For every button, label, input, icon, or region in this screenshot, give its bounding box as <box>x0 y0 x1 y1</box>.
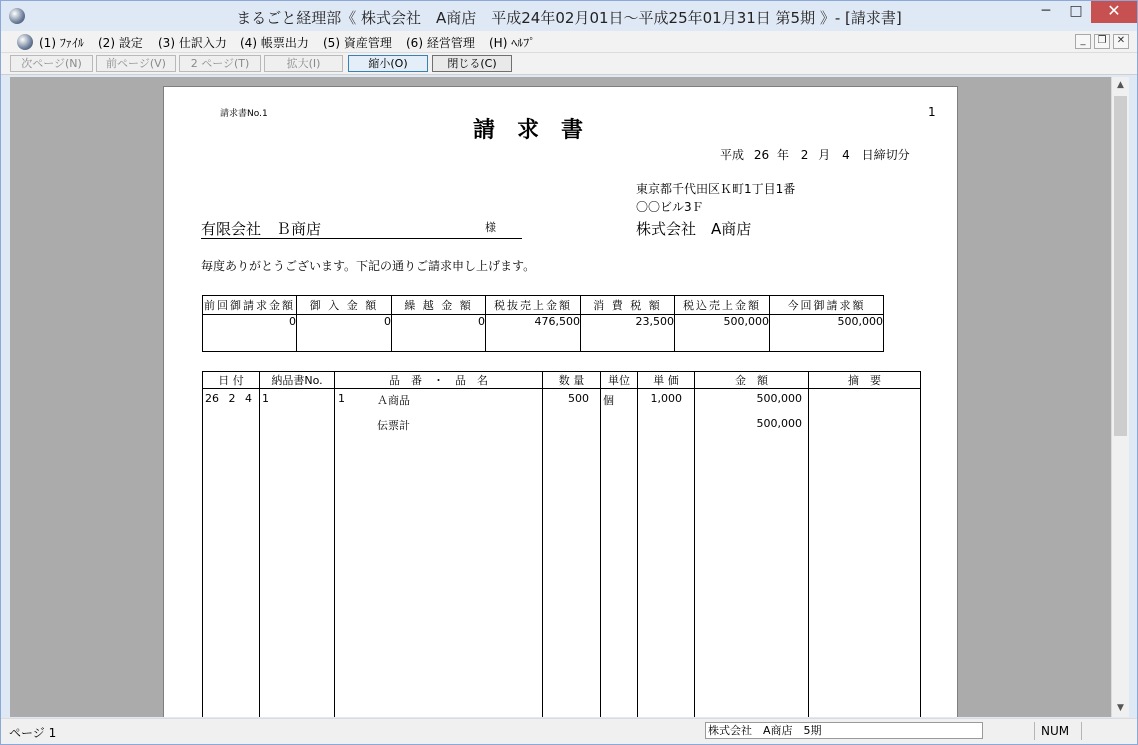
cutoff-day: 4 <box>842 148 850 162</box>
scroll-thumb[interactable] <box>1114 96 1127 436</box>
menu-asset-management[interactable]: (5) 資産管理 <box>323 36 392 50</box>
item-unit: 個 <box>603 394 614 407</box>
slip-total-amount: 500,000 <box>756 417 802 430</box>
summary-header: 御 入 金 額 <box>297 296 392 315</box>
zoom-out-button[interactable]: 縮小(O) <box>348 55 428 72</box>
summary-header-row <box>203 296 884 315</box>
items-header: 品 番 ・ 品 名 <box>335 372 543 389</box>
items-header: 単 価 <box>638 372 695 389</box>
summary-header: 税抜売上金額 <box>486 296 581 315</box>
items-body-row <box>203 389 921 718</box>
item-slip-no: 1 <box>262 392 269 405</box>
status-divider <box>1034 722 1035 740</box>
item-name-cell <box>335 389 543 718</box>
scroll-up-arrow-icon[interactable]: ▲ <box>1117 80 1124 90</box>
document-menu-icon[interactable] <box>17 34 33 50</box>
items-header: 摘 要 <box>809 372 921 389</box>
status-divider <box>1081 722 1082 740</box>
items-header: 日 付 <box>203 372 260 389</box>
items-header: 金 額 <box>695 372 809 389</box>
page-number: 1 <box>928 105 936 119</box>
summary-header: 繰 越 金 額 <box>392 296 486 315</box>
cutoff-suffix: 日締切分 <box>861 148 910 162</box>
summary-table <box>202 295 884 352</box>
status-num-lock: NUM <box>1041 724 1070 738</box>
two-page-button[interactable]: 2 ページ(T) <box>179 55 261 72</box>
items-header-row <box>203 372 921 389</box>
item-date-year: 26 <box>205 392 219 405</box>
summary-header: 消 費 税 額 <box>581 296 675 315</box>
items-header: 単位 <box>601 372 638 389</box>
summary-value: 500,000 <box>675 315 770 352</box>
zoom-in-button[interactable]: 拡大(I) <box>264 55 343 72</box>
status-page: ページ 1 <box>9 726 57 740</box>
recipient-underline <box>201 238 522 239</box>
invoice-title: 請 求 書 <box>473 118 584 143</box>
invoice-number: 請求書No.1 <box>220 109 268 119</box>
item-name: Ａ商品 <box>377 394 410 407</box>
summary-header: 前回御請求金額 <box>203 296 297 315</box>
recipient-honorific: 様 <box>485 221 496 234</box>
item-code: 1 <box>338 392 345 405</box>
item-slip-cell <box>260 389 335 718</box>
mdi-restore-button[interactable]: ❐ <box>1094 34 1110 49</box>
next-page-button[interactable]: 次ページ(N) <box>10 55 93 72</box>
greeting-text: 毎度ありがとうございます。下記の通りご請求申し上げます。 <box>201 259 536 273</box>
item-price-cell <box>638 389 695 718</box>
menu-settings[interactable]: (2) 設定 <box>98 36 143 50</box>
menu-bar <box>1 31 1137 53</box>
minimize-button[interactable]: ─ <box>1041 3 1051 19</box>
preview-toolbar <box>1 53 1137 75</box>
menu-file[interactable]: (1) ﾌｧｲﾙ <box>39 36 84 50</box>
prev-page-button[interactable]: 前ページ(V) <box>96 55 176 72</box>
cutoff-year-unit: 年 <box>776 148 789 162</box>
vertical-scrollbar[interactable] <box>1111 77 1129 717</box>
cutoff-era: 平成 <box>720 148 745 162</box>
items-header: 納品書No. <box>260 372 335 389</box>
item-quantity: 500 <box>568 392 589 405</box>
mdi-close-button[interactable]: ✕ <box>1113 34 1129 49</box>
status-bar <box>1 718 1137 744</box>
item-unit-cell <box>601 389 638 718</box>
title-bar[interactable] <box>1 1 1137 31</box>
item-unit-price: 1,000 <box>650 392 682 405</box>
summary-value: 476,500 <box>486 315 581 352</box>
cutoff-date <box>720 146 910 163</box>
item-date <box>205 392 259 405</box>
issuer-name: 株式会社 A商店 <box>636 220 752 238</box>
issuer-address-line-2: 〇〇ビル3Ｆ <box>636 200 704 214</box>
summary-value-row <box>203 315 884 352</box>
summary-value: 0 <box>392 315 486 352</box>
invoice-page <box>163 86 958 717</box>
window-title: まるごと経理部《 株式会社 A商店 平成24年02月01日～平成25年01月31日 第5期 》- [請求書] <box>236 9 902 27</box>
items-header: 数 量 <box>543 372 601 389</box>
summary-value: 500,000 <box>770 315 884 352</box>
menu-report-output[interactable]: (4) 帳票出力 <box>240 36 309 50</box>
preview-area[interactable] <box>10 77 1111 717</box>
item-amount-cell <box>695 389 809 718</box>
recipient-name: 有限会社 Ｂ商店 <box>201 220 322 238</box>
summary-value: 0 <box>297 315 392 352</box>
status-company: 株式会社 A商店 5期 <box>705 722 983 739</box>
summary-header: 税込売上金額 <box>675 296 770 315</box>
items-table <box>202 371 921 717</box>
item-qty-cell <box>543 389 601 718</box>
cutoff-month: 2 <box>800 148 809 162</box>
close-preview-button[interactable]: 閉じる(C) <box>432 55 512 72</box>
menu-journal-entry[interactable]: (3) 仕訳入力 <box>158 36 227 50</box>
item-date-cell <box>203 389 260 718</box>
cutoff-year: 26 <box>753 148 770 162</box>
issuer-address-line-1: 東京都千代田区Ｋ町1丁目1番 <box>636 182 796 196</box>
slip-total-label: 伝票計 <box>377 419 410 432</box>
menu-business-management[interactable]: (6) 経営管理 <box>406 36 475 50</box>
summary-header: 今回御請求額 <box>770 296 884 315</box>
summary-value: 23,500 <box>581 315 675 352</box>
menu-help[interactable]: (H) ﾍﾙﾌﾟ <box>489 36 536 50</box>
item-date-month: 2 <box>228 392 236 405</box>
mdi-minimize-button[interactable]: _ <box>1075 34 1091 49</box>
cutoff-month-unit: 月 <box>818 148 831 162</box>
scroll-down-arrow-icon[interactable]: ▼ <box>1117 703 1124 713</box>
summary-value: 0 <box>203 315 297 352</box>
item-note-cell <box>809 389 921 718</box>
item-date-day: 4 <box>245 392 252 405</box>
close-button[interactable]: ✕ <box>1091 1 1137 23</box>
maximize-button[interactable]: □ <box>1069 3 1083 19</box>
item-amount: 500,000 <box>756 392 802 405</box>
